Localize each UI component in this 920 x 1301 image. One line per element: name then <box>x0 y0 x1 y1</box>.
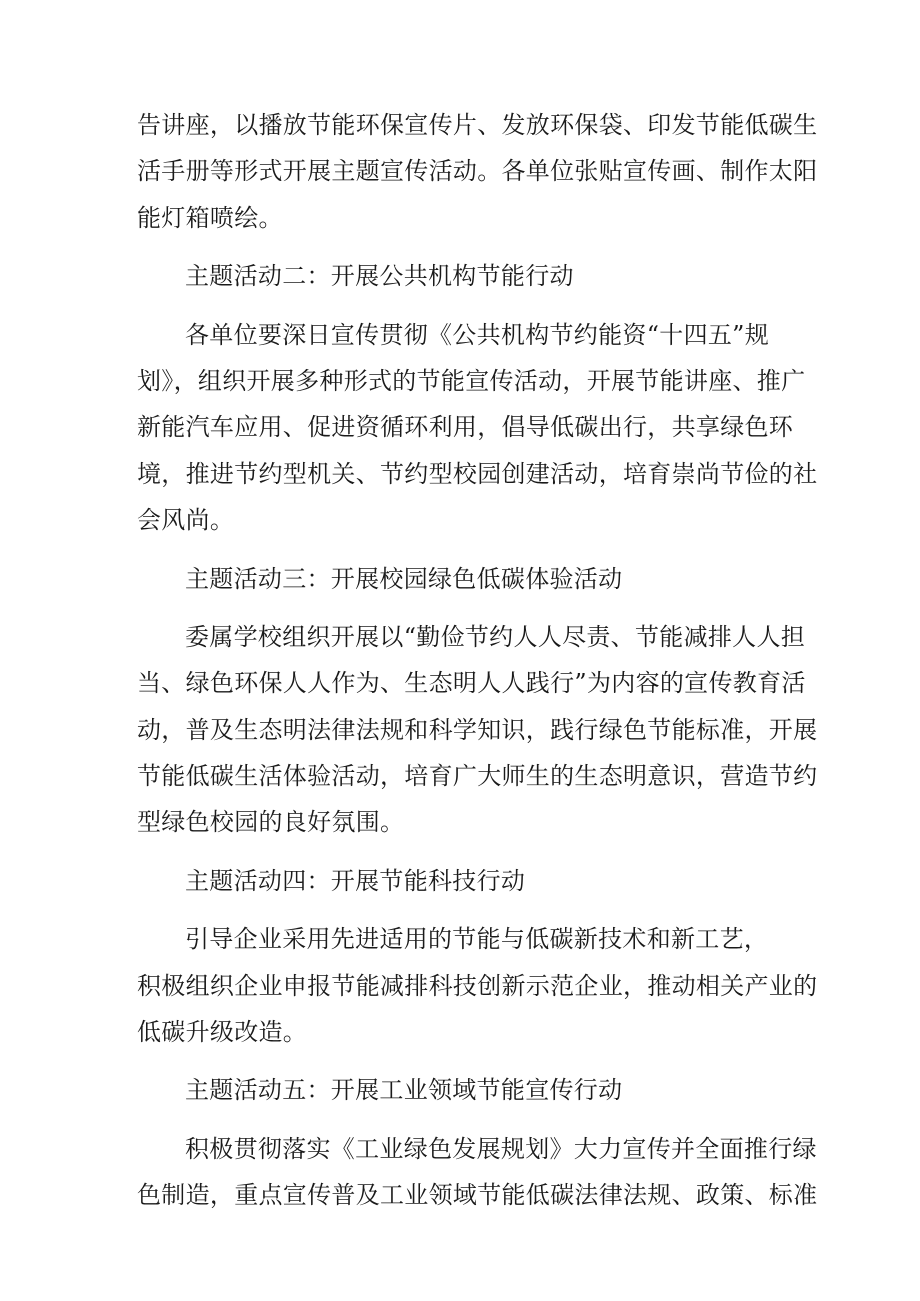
section-heading: 主题活动五：开展工业领域节能宣传行动 <box>185 1076 623 1105</box>
text-line: 色制造，重点宣传普及工业领域节能低碳法律法规、政策、标准 <box>137 1181 818 1210</box>
text-line: 告讲座，以播放节能环保宣传片、发放环保袋、印发节能低碳生 <box>137 111 818 139</box>
text-line: 型绿色校园的良好氛围。 <box>137 808 405 837</box>
text-line: 积极贯彻落实《工业绿色发展规划》大力宣传并全面推行绿 <box>185 1134 817 1163</box>
section-heading: 主题活动二：开展公共机构节能行动 <box>185 262 574 291</box>
text-line: 引导企业采用先进适用的节能与低碳新技术和新工艺， <box>185 925 769 954</box>
text-line: 积极组织企业申报节能减排科技创新示范企业，推动相关产业的 <box>137 971 818 1000</box>
text-line: 能灯箱喷绘。 <box>137 203 283 232</box>
text-line: 委属学校组织开展以“勤俭节约人人尽责、节能减排人人担 <box>185 622 806 651</box>
text-line: 境，推进节约型机关、节约型校园创建活动，培育崇尚节俭的社 <box>137 459 818 488</box>
text-line: 划》，组织开展多种形式的节能宣传活动，开展节能讲座、推广 <box>137 366 806 395</box>
text-line: 当、绿色环保人人作为、生态明人人践行”为内容的宣传教育活 <box>137 669 806 698</box>
text-line: 会风尚。 <box>137 506 235 535</box>
text-line: 动，普及生态明法律法规和科学知识，践行绿色节能标准，开展 <box>137 715 818 744</box>
text-line: 各单位要深日宣传贯彻《公共机构节约能资“十四五”规 <box>185 320 770 349</box>
text-line: 节能低碳生活体验活动，培育广大师生的生态明意识，营造节约 <box>137 762 818 791</box>
section-heading: 主题活动四：开展节能科技行动 <box>185 866 526 895</box>
document-body <box>137 102 818 1219</box>
text-line: 低碳升级改造。 <box>137 1018 308 1047</box>
text-line: 新能汽车应用、促进资循环利用，倡导低碳出行，共享绿色环 <box>137 413 794 442</box>
text-line: 活手册等形式开展主题宣传活动。各单位张贴宣传画、制作太阳 <box>137 157 818 186</box>
section-heading: 主题活动三：开展校园绿色低碳体验活动 <box>185 564 623 593</box>
